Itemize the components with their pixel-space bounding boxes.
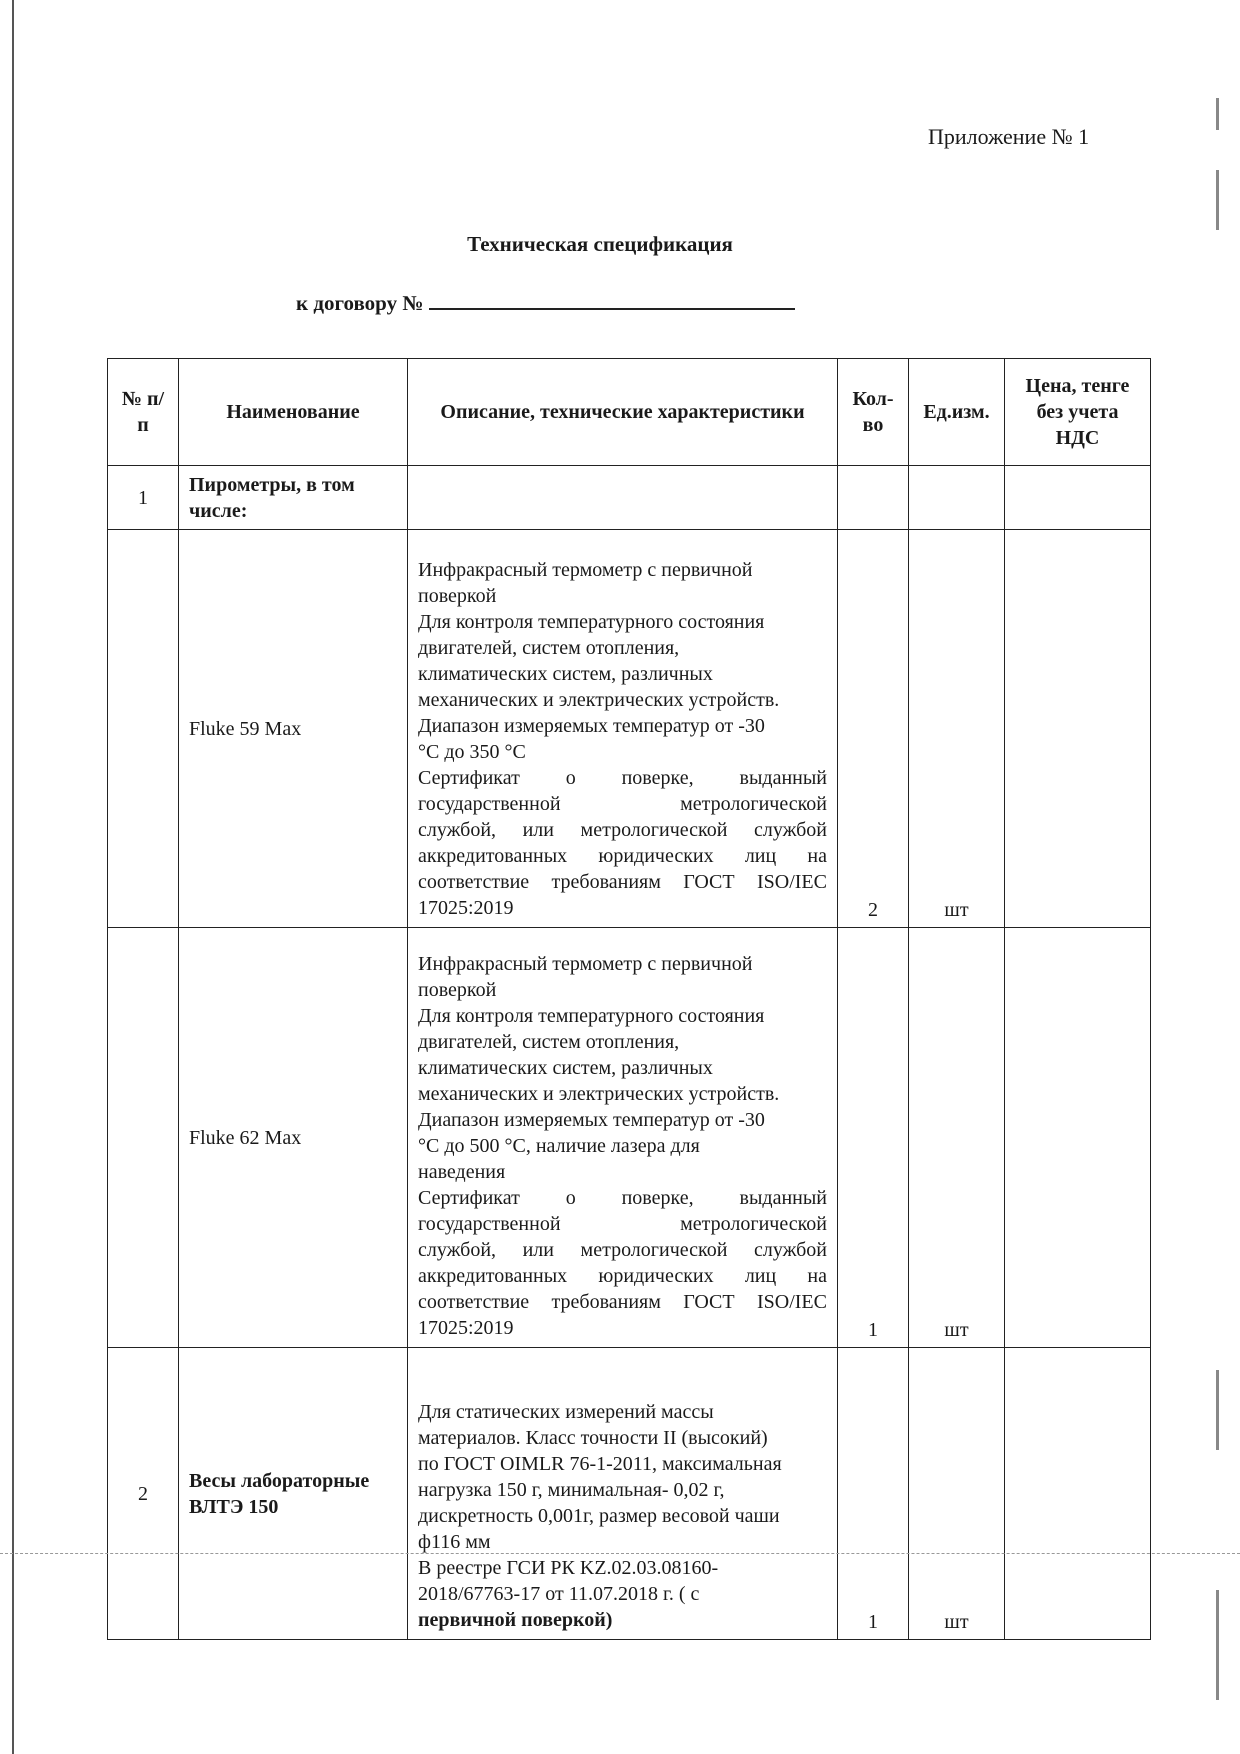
header-unit: Ед.изм. xyxy=(909,359,1005,466)
cell-price xyxy=(1005,466,1151,530)
header-description: Описание, технические характеристики xyxy=(408,359,838,466)
description-line: °С до 500 °С, наличие лазера для xyxy=(418,1135,700,1157)
description-line: Для контроля температурного состояния xyxy=(418,1005,765,1027)
appendix-label: Приложение № 1 xyxy=(928,124,1090,149)
table-header-row xyxy=(108,359,1151,466)
cell-description xyxy=(408,466,838,530)
description-line: Сертификат о поверке, выданный xyxy=(418,767,827,789)
description-line: наведения xyxy=(418,1161,506,1183)
cell-unit: шт xyxy=(909,928,1005,1348)
cell-number: 1 xyxy=(108,466,179,530)
contract-line xyxy=(296,288,795,316)
scan-mark xyxy=(1216,170,1219,230)
description-line: службой, или метрологической службой xyxy=(418,819,827,841)
description-line: В реестре ГСИ РК KZ.02.03.08160- xyxy=(418,1557,719,1579)
description-line: 17025:2019 xyxy=(418,897,514,919)
table-row xyxy=(108,466,1151,530)
description-line: соответствие требованиям ГОСТ ISO/IEC xyxy=(418,871,827,893)
description-line: Для статических измерений массы xyxy=(418,1401,714,1423)
cell-name: Весы лабораторные ВЛТЭ 150 xyxy=(179,1348,408,1640)
description-line: Диапазон измеряемых температур от -30 xyxy=(418,1109,765,1131)
description-line: поверкой xyxy=(418,585,497,607)
header-quantity: Кол-во xyxy=(838,359,909,466)
cell-quantity: 1 xyxy=(838,1348,909,1640)
description-line: °С до 350 °С xyxy=(418,741,526,763)
page-edge xyxy=(12,0,14,1754)
cell-name: Fluke 62 Max xyxy=(179,928,408,1348)
cell-number xyxy=(108,530,179,928)
description-line: аккредитованных юридических лиц на xyxy=(418,1265,827,1287)
cell-number xyxy=(108,928,179,1348)
description-line: двигателей, систем отопления, xyxy=(418,637,680,659)
contract-label: к договору № xyxy=(296,291,424,315)
cell-unit: шт xyxy=(909,530,1005,928)
header-price: Цена, тенге без учета НДС xyxy=(1005,359,1151,466)
description-line: нагрузка 150 г, минимальная- 0,02 г, xyxy=(418,1479,725,1501)
cell-price xyxy=(1005,928,1151,1348)
cell-price xyxy=(1005,530,1151,928)
description-line: по ГОСТ OIMLR 76-1-2011, максимальная xyxy=(418,1453,782,1475)
cell-number: 2 xyxy=(108,1348,179,1640)
description-line: климатических систем, различных xyxy=(418,663,713,685)
table-row xyxy=(108,1348,1151,1640)
description-line: Инфракрасный термометр с первичной xyxy=(418,953,753,975)
contract-number-blank xyxy=(429,288,795,310)
description-line: ф116 мм xyxy=(418,1531,491,1553)
description-line: Диапазон измеряемых температур от -30 xyxy=(418,715,765,737)
description-line: первичной поверкой) xyxy=(418,1609,613,1631)
cell-description xyxy=(408,530,838,928)
description-line: механических и электрических устройств. xyxy=(418,1083,780,1105)
description-line: Сертификат о поверке, выданный xyxy=(418,1187,827,1209)
description-line: климатических систем, различных xyxy=(418,1057,713,1079)
cell-quantity xyxy=(838,466,909,530)
header-number: № п/п xyxy=(108,359,179,466)
description-line: дискретность 0,001г, размер весовой чаши xyxy=(418,1505,780,1527)
table-row xyxy=(108,928,1151,1348)
scan-mark xyxy=(1216,98,1219,130)
scan-mark xyxy=(1216,1370,1219,1450)
cell-description xyxy=(408,1348,838,1640)
description-line: аккредитованных юридических лиц на xyxy=(418,845,827,867)
document-title: Техническая спецификация xyxy=(467,232,733,256)
cell-description xyxy=(408,928,838,1348)
cell-name: Пирометры, в том числе: xyxy=(179,466,408,530)
description-line: 17025:2019 xyxy=(418,1317,514,1339)
description-line: соответствие требованиям ГОСТ ISO/IEC xyxy=(418,1291,827,1313)
description-line: механических и электрических устройств. xyxy=(418,689,780,711)
scan-artifact-line xyxy=(0,1553,1240,1554)
cell-price xyxy=(1005,1348,1151,1640)
description-line: государственной метрологической xyxy=(418,793,827,815)
cell-name: Fluke 59 Max xyxy=(179,530,408,928)
description-line: Инфракрасный термометр с первичной xyxy=(418,559,753,581)
header-name: Наименование xyxy=(179,359,408,466)
specification-table xyxy=(107,358,1151,1640)
description-line: материалов. Класс точности II (высокий) xyxy=(418,1427,768,1449)
cell-quantity: 1 xyxy=(838,928,909,1348)
description-line: 2018/67763-17 от 11.07.2018 г. ( с xyxy=(418,1583,700,1605)
description-line: службой, или метрологической службой xyxy=(418,1239,827,1261)
description-line: поверкой xyxy=(418,979,497,1001)
cell-unit xyxy=(909,466,1005,530)
description-line: Для контроля температурного состояния xyxy=(418,611,765,633)
description-line: государственной метрологической xyxy=(418,1213,827,1235)
cell-unit: шт xyxy=(909,1348,1005,1640)
cell-quantity: 2 xyxy=(838,530,909,928)
table-row xyxy=(108,530,1151,928)
scan-mark xyxy=(1216,1590,1219,1700)
description-line: двигателей, систем отопления, xyxy=(418,1031,680,1053)
